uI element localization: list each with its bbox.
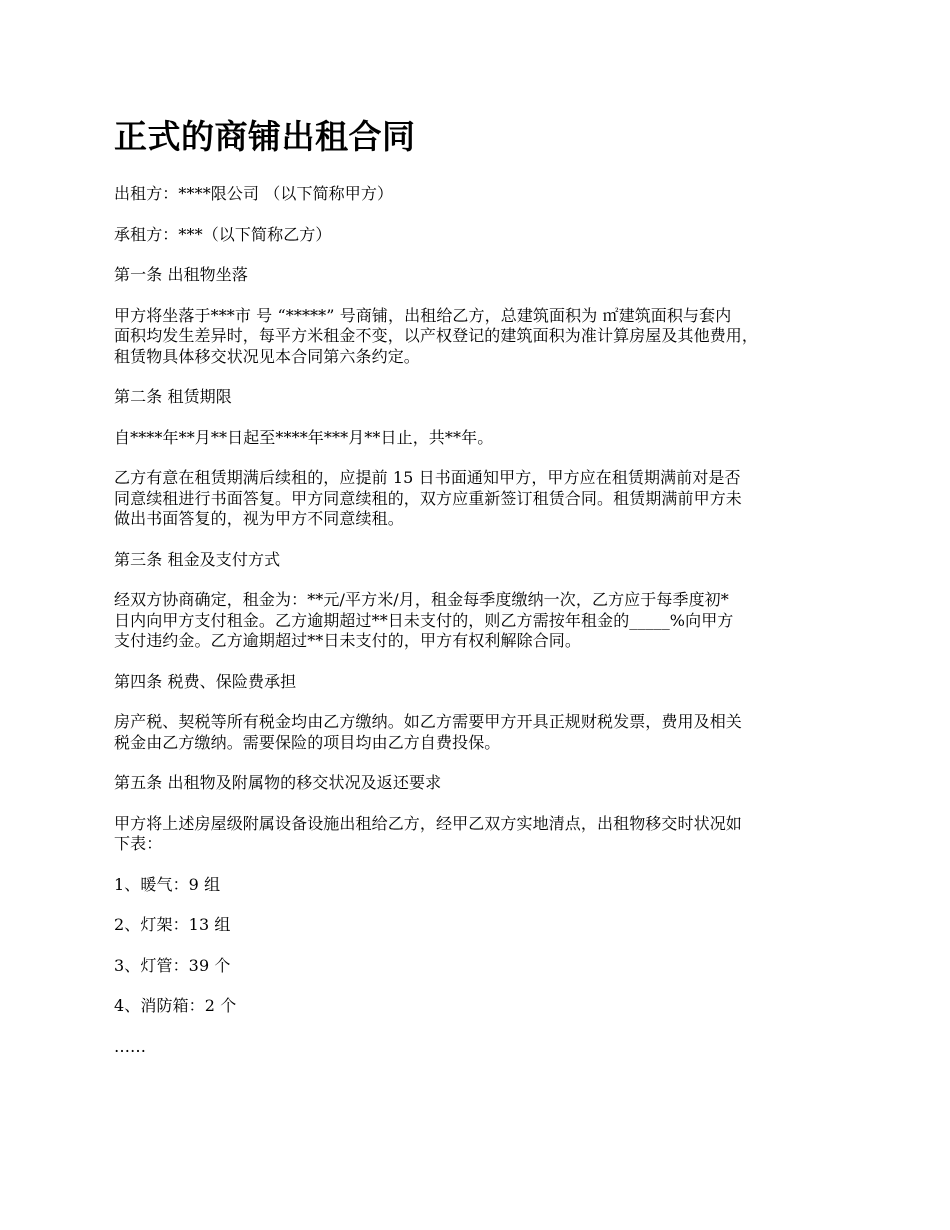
article-3-body: 经双方协商确定，租金为：**元/平方米/月，租金每季度缴纳一次，乙方应于每季度初* 日内向甲方支付租金。乙方逾期超过**日未支付的，则乙方需按年租金的_____%向甲方 支付违约金。乙方逾期超过**日未支付的，甲方有权利解除合同。 — [114, 590, 734, 650]
article-2-renewal: 乙方有意在租赁期满后续租的，应提前 15 日书面通知甲方，甲方应在租赁期满前对是否 同意续租进行书面答复。甲方同意续租的，双方应重新签订租赁合同。租赁期满前甲方未 做出书面答复的，视为甲方不同意续租。 — [114, 468, 742, 528]
article-5-heading: 第五条 出租物及附属物的移交状况及返还要求 — [114, 773, 442, 792]
party-lessee: 承租方：***（以下简称乙方） — [114, 224, 332, 244]
article-2-heading: 第二条 租赁期限 — [114, 387, 232, 406]
continuation-ellipsis: …… — [114, 1036, 146, 1056]
list-item: 3、灯管：39 个 — [114, 955, 231, 975]
article-4-body: 房产税、契税等所有税金均由乙方缴纳。如乙方需要甲方开具正规财税发票，费用及相关 税金由乙方缴纳。需要保险的项目均由乙方自费投保。 — [114, 712, 742, 752]
list-item: 1、暖气：9 组 — [114, 874, 221, 894]
article-3-heading: 第三条 租金及支付方式 — [114, 549, 281, 569]
party-lessor: 出租方：****限公司 （以下简称甲方） — [114, 184, 394, 203]
article-2-term: 自****年**月**日起至****年***月**日止，共**年。 — [114, 427, 494, 447]
list-item: 2、灯架：13 组 — [114, 915, 231, 934]
document-title: 正式的商铺出租合同 — [114, 117, 416, 156]
article-5-body: 甲方将上述房屋级附属设备设施出租给乙方，经甲乙双方实地清点，出租物移交时状况如 下表： — [114, 813, 742, 853]
list-item: 4、消防箱：2 个 — [114, 996, 237, 1015]
article-1-heading: 第一条 出租物坐落 — [114, 265, 248, 284]
article-1-body: 甲方将坐落于***市 号 “*****” 号商铺，出租给乙方，总建筑面积为 ㎡建筑面积与套内 面积均发生差异时，每平方米租金不变，以产权登记的建筑面积为准计算房屋及其他费用， 租赁物具体移交状况见本合同第六条约定。 — [114, 305, 759, 366]
document-page — [114, 112, 849, 1057]
article-4-heading: 第四条 税费、保险费承担 — [114, 671, 297, 691]
